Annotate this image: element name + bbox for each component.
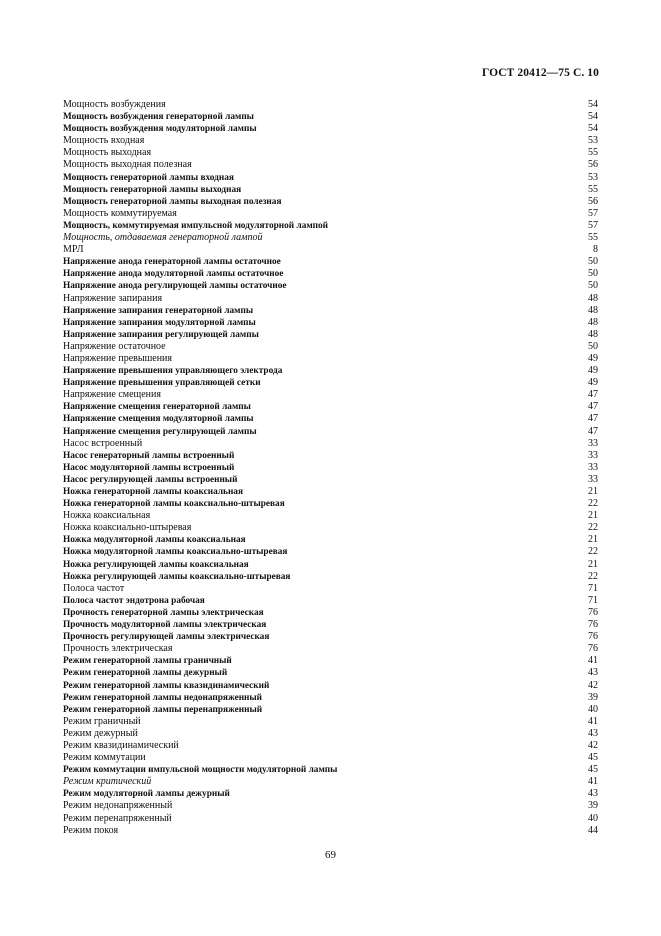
index-term: Режим коммутации импульсной мощности модуляторной лампы [63, 765, 338, 776]
index-page-number: 54 [588, 99, 598, 110]
index-page-number: 76 [588, 643, 598, 655]
index-entry [63, 99, 598, 111]
index-entry [63, 752, 598, 764]
index-entry [63, 244, 598, 256]
index-page-number: 47 [588, 413, 598, 425]
index-term: Полоса частот эндотрона рабочая [63, 595, 205, 606]
index-page-number: 48 [588, 292, 598, 304]
index-term: Режим генераторной лампы перенапряженный [63, 704, 263, 715]
index-term: Напряжение запирания регулирующей лампы [63, 329, 259, 340]
index-term: Напряжение запирания [63, 292, 163, 304]
index-page-number: 54 [588, 111, 598, 123]
index-entry [63, 329, 598, 341]
index-page-number: 56 [588, 195, 598, 207]
index-term: Прочность генераторной лампы электрическая [63, 607, 264, 618]
index-entry [63, 607, 598, 619]
index-entry [63, 438, 598, 450]
index-entry [63, 619, 598, 631]
index-term: Мощность возбуждения [63, 99, 166, 110]
index-entry [63, 353, 598, 365]
index-entry [63, 704, 598, 716]
index-entry [63, 462, 598, 474]
index-entry [63, 510, 598, 522]
page-header: ГОСТ 20412—75 С. 10 [481, 67, 599, 79]
index-entry [63, 800, 598, 812]
index-page-number: 47 [588, 389, 598, 401]
index-term: Напряжение запирания генераторной лампы [63, 305, 254, 316]
index-term: Режим недонапряженный [63, 800, 173, 812]
index-term: Прочность регулирующей лампы электрическая [63, 632, 270, 643]
index-page-number: 55 [588, 147, 598, 159]
index-page-number: 53 [588, 135, 598, 147]
index-entry [63, 595, 598, 607]
index-entry [63, 643, 598, 655]
index-entry [63, 764, 598, 776]
index-page-number: 76 [588, 606, 598, 618]
index-entry [63, 196, 598, 208]
index-term: Режим генераторной лампы дежурный [63, 668, 228, 679]
index-page-number: 57 [588, 219, 598, 231]
index-term: Мощность генераторной лампы входная [63, 172, 234, 183]
index-term: Мощность возбуждения генераторной лампы [63, 112, 254, 123]
index-entry [63, 341, 598, 353]
index-term: Насос модуляторной лампы встроенный [63, 462, 235, 473]
index-page-number: 55 [588, 183, 598, 195]
index-page-number: 39 [588, 691, 598, 703]
index-entry [63, 389, 598, 401]
index-page-number: 76 [588, 619, 598, 631]
index-term: Ножка коаксиальная [63, 510, 151, 522]
index-term: Режим критический [63, 776, 152, 788]
index-entry [63, 413, 598, 425]
index-list [63, 99, 598, 837]
index-page-number: 47 [588, 425, 598, 437]
index-page-number: 39 [588, 800, 598, 812]
index-entry [63, 401, 598, 413]
index-page-number: 48 [588, 304, 598, 316]
index-entry [63, 740, 598, 752]
index-page-number: 45 [588, 764, 598, 776]
index-page-number: 43 [588, 727, 598, 739]
index-page-number: 49 [588, 365, 598, 377]
index-term: Мощность входная [63, 135, 145, 147]
index-page-number: 49 [588, 377, 598, 389]
index-term: Полоса частот [63, 582, 125, 594]
index-entry [63, 546, 598, 558]
index-page-number: 42 [588, 679, 598, 691]
index-term: Напряжение превышения управляющей сетки [63, 378, 261, 389]
index-entry [63, 377, 598, 389]
index-entry [63, 571, 598, 583]
index-entry [63, 813, 598, 825]
index-entry [63, 256, 598, 268]
index-term: Напряжение запирания модуляторной лампы [63, 317, 256, 328]
index-page-number: 40 [588, 703, 598, 715]
index-entry [63, 123, 598, 135]
index-entry [63, 728, 598, 740]
index-term: Ножка регулирующей лампы коаксиально-штыревая [63, 571, 291, 582]
index-page-number: 54 [588, 123, 598, 135]
index-page-number: 42 [588, 739, 598, 751]
index-entry [63, 788, 598, 800]
index-entry [63, 450, 598, 462]
index-term: Ножка модуляторной лампы коаксиально-штыревая [63, 547, 288, 558]
index-page-number: 22 [588, 522, 598, 534]
index-entry [63, 716, 598, 728]
index-page-number: 44 [588, 824, 598, 836]
index-term: Мощность возбуждения модуляторной лампы [63, 124, 257, 135]
index-entry [63, 208, 598, 220]
index-term: Напряжение смещения модуляторной лампы [63, 414, 254, 425]
index-entry [63, 498, 598, 510]
index-term: Режим граничный [63, 715, 141, 727]
index-page-number: 43 [588, 788, 598, 800]
index-entry [63, 776, 598, 788]
index-term: Напряжение превышения управляющего электрода [63, 366, 283, 377]
index-entry [63, 522, 598, 534]
index-entry [63, 135, 598, 147]
index-entry [63, 111, 598, 123]
index-page-number: 56 [588, 159, 598, 171]
index-term: Ножка генераторной лампы коаксиально-штыревая [63, 499, 285, 510]
index-term: Мощность, коммутируемая импульсной модуляторной лампой [63, 220, 329, 231]
index-entry [63, 667, 598, 679]
index-page-number: 48 [588, 328, 598, 340]
index-entry [63, 147, 598, 159]
index-entry [63, 365, 598, 377]
index-page-number: 71 [588, 582, 598, 594]
index-page-number: 76 [588, 631, 598, 643]
index-entry [63, 305, 598, 317]
index-page-number: 33 [588, 461, 598, 473]
index-term: Мощность выходная [63, 147, 152, 159]
index-entry [63, 692, 598, 704]
index-term: Режим квазидинамический [63, 739, 179, 751]
index-term: Мощность, отдаваемая генераторной лампой [63, 232, 263, 244]
index-entry [63, 474, 598, 486]
index-term: Режим коммутации [63, 752, 146, 764]
index-page-number: 48 [588, 316, 598, 328]
index-term: Напряжение анода регулирующей лампы остаточное [63, 281, 287, 292]
index-entry [63, 172, 598, 184]
index-page-number: 41 [588, 715, 598, 727]
index-page-number: 71 [588, 594, 598, 606]
index-entry [63, 655, 598, 667]
index-term: Режим модуляторной лампы дежурный [63, 789, 230, 800]
index-page-number: 53 [588, 171, 598, 183]
index-term: Напряжение анода генераторной лампы остаточное [63, 257, 281, 268]
index-term: Мощность выходная полезная [63, 159, 192, 171]
index-page-number: 50 [588, 280, 598, 292]
index-page-number: 21 [588, 558, 598, 570]
index-entry [63, 280, 598, 292]
index-term: Режим генераторной лампы граничный [63, 656, 232, 667]
index-entry [63, 317, 598, 329]
index-page-number: 55 [588, 232, 598, 244]
index-page-number: 50 [588, 256, 598, 268]
index-page-number: 33 [588, 449, 598, 461]
index-term: Напряжение смещения генераторной лампы [63, 402, 251, 413]
index-entry [63, 680, 598, 692]
index-term: Мощность генераторной лампы выходная полезная [63, 196, 282, 207]
index-term: Насос генераторный лампы встроенный [63, 450, 235, 461]
index-page-number: 47 [588, 401, 598, 413]
index-page-number: 49 [588, 352, 598, 364]
index-term: Напряжение смещения [63, 389, 161, 401]
page-number: 69 [325, 849, 336, 861]
index-term: Ножка модуляторной лампы коаксиальная [63, 535, 246, 546]
index-page-number: 22 [588, 570, 598, 582]
index-entry [63, 293, 598, 305]
index-entry [63, 220, 598, 232]
index-page-number: 21 [588, 534, 598, 546]
index-term: Напряжение превышения [63, 352, 173, 364]
index-page-number: 43 [588, 667, 598, 679]
index-term: Ножка регулирующей лампы коаксиальная [63, 559, 249, 570]
index-page-number: 45 [588, 752, 598, 764]
index-entry [63, 486, 598, 498]
index-term: Режим перенапряженный [63, 812, 172, 824]
index-page-number: 22 [588, 498, 598, 510]
index-entry [63, 583, 598, 595]
index-entry [63, 159, 598, 171]
index-page-number: 50 [588, 340, 598, 352]
index-entry [63, 631, 598, 643]
index-page-number: 33 [588, 473, 598, 485]
index-term: Ножка коаксиально-штыревая [63, 522, 192, 534]
index-entry [63, 534, 598, 546]
index-term: Мощность коммутируемая [63, 207, 177, 219]
index-term: Напряжение смещения регулирующей лампы [63, 426, 257, 437]
index-term: Напряжение анода модуляторной лампы остаточное [63, 269, 284, 280]
index-term: Прочность электрическая [63, 643, 173, 655]
index-term: МРЛ [63, 244, 84, 256]
index-page-number: 33 [588, 437, 598, 449]
index-term: Напряжение остаточное [63, 340, 166, 352]
index-term: Ножка генераторной лампы коаксиальная [63, 487, 243, 497]
index-page-number: 41 [588, 776, 598, 788]
index-page-number: 22 [588, 546, 598, 558]
index-page-number: 40 [588, 812, 598, 824]
index-page-number: 50 [588, 268, 598, 280]
index-page-number: 57 [588, 207, 598, 219]
index-term: Насос регулирующей лампы встроенный [63, 474, 238, 485]
index-entry [63, 559, 598, 571]
index-entry [63, 232, 598, 244]
index-page-number: 21 [588, 486, 598, 497]
index-term: Режим покоя [63, 824, 119, 836]
index-term: Режим генераторной лампы квазидинамический [63, 680, 270, 691]
index-term: Мощность генераторной лампы выходная [63, 184, 242, 195]
index-entry [63, 184, 598, 196]
index-page-number: 41 [588, 655, 598, 667]
index-page-number: 8 [593, 244, 598, 256]
index-entry [63, 825, 598, 837]
index-term: Режим генераторной лампы недонапряженный [63, 692, 263, 703]
index-term: Режим дежурный [63, 727, 138, 739]
index-entry [63, 426, 598, 438]
index-entry [63, 268, 598, 280]
index-term: Прочность модуляторной лампы электрическая [63, 620, 267, 631]
index-page-number: 21 [588, 510, 598, 522]
index-term: Насос встроенный [63, 437, 143, 449]
